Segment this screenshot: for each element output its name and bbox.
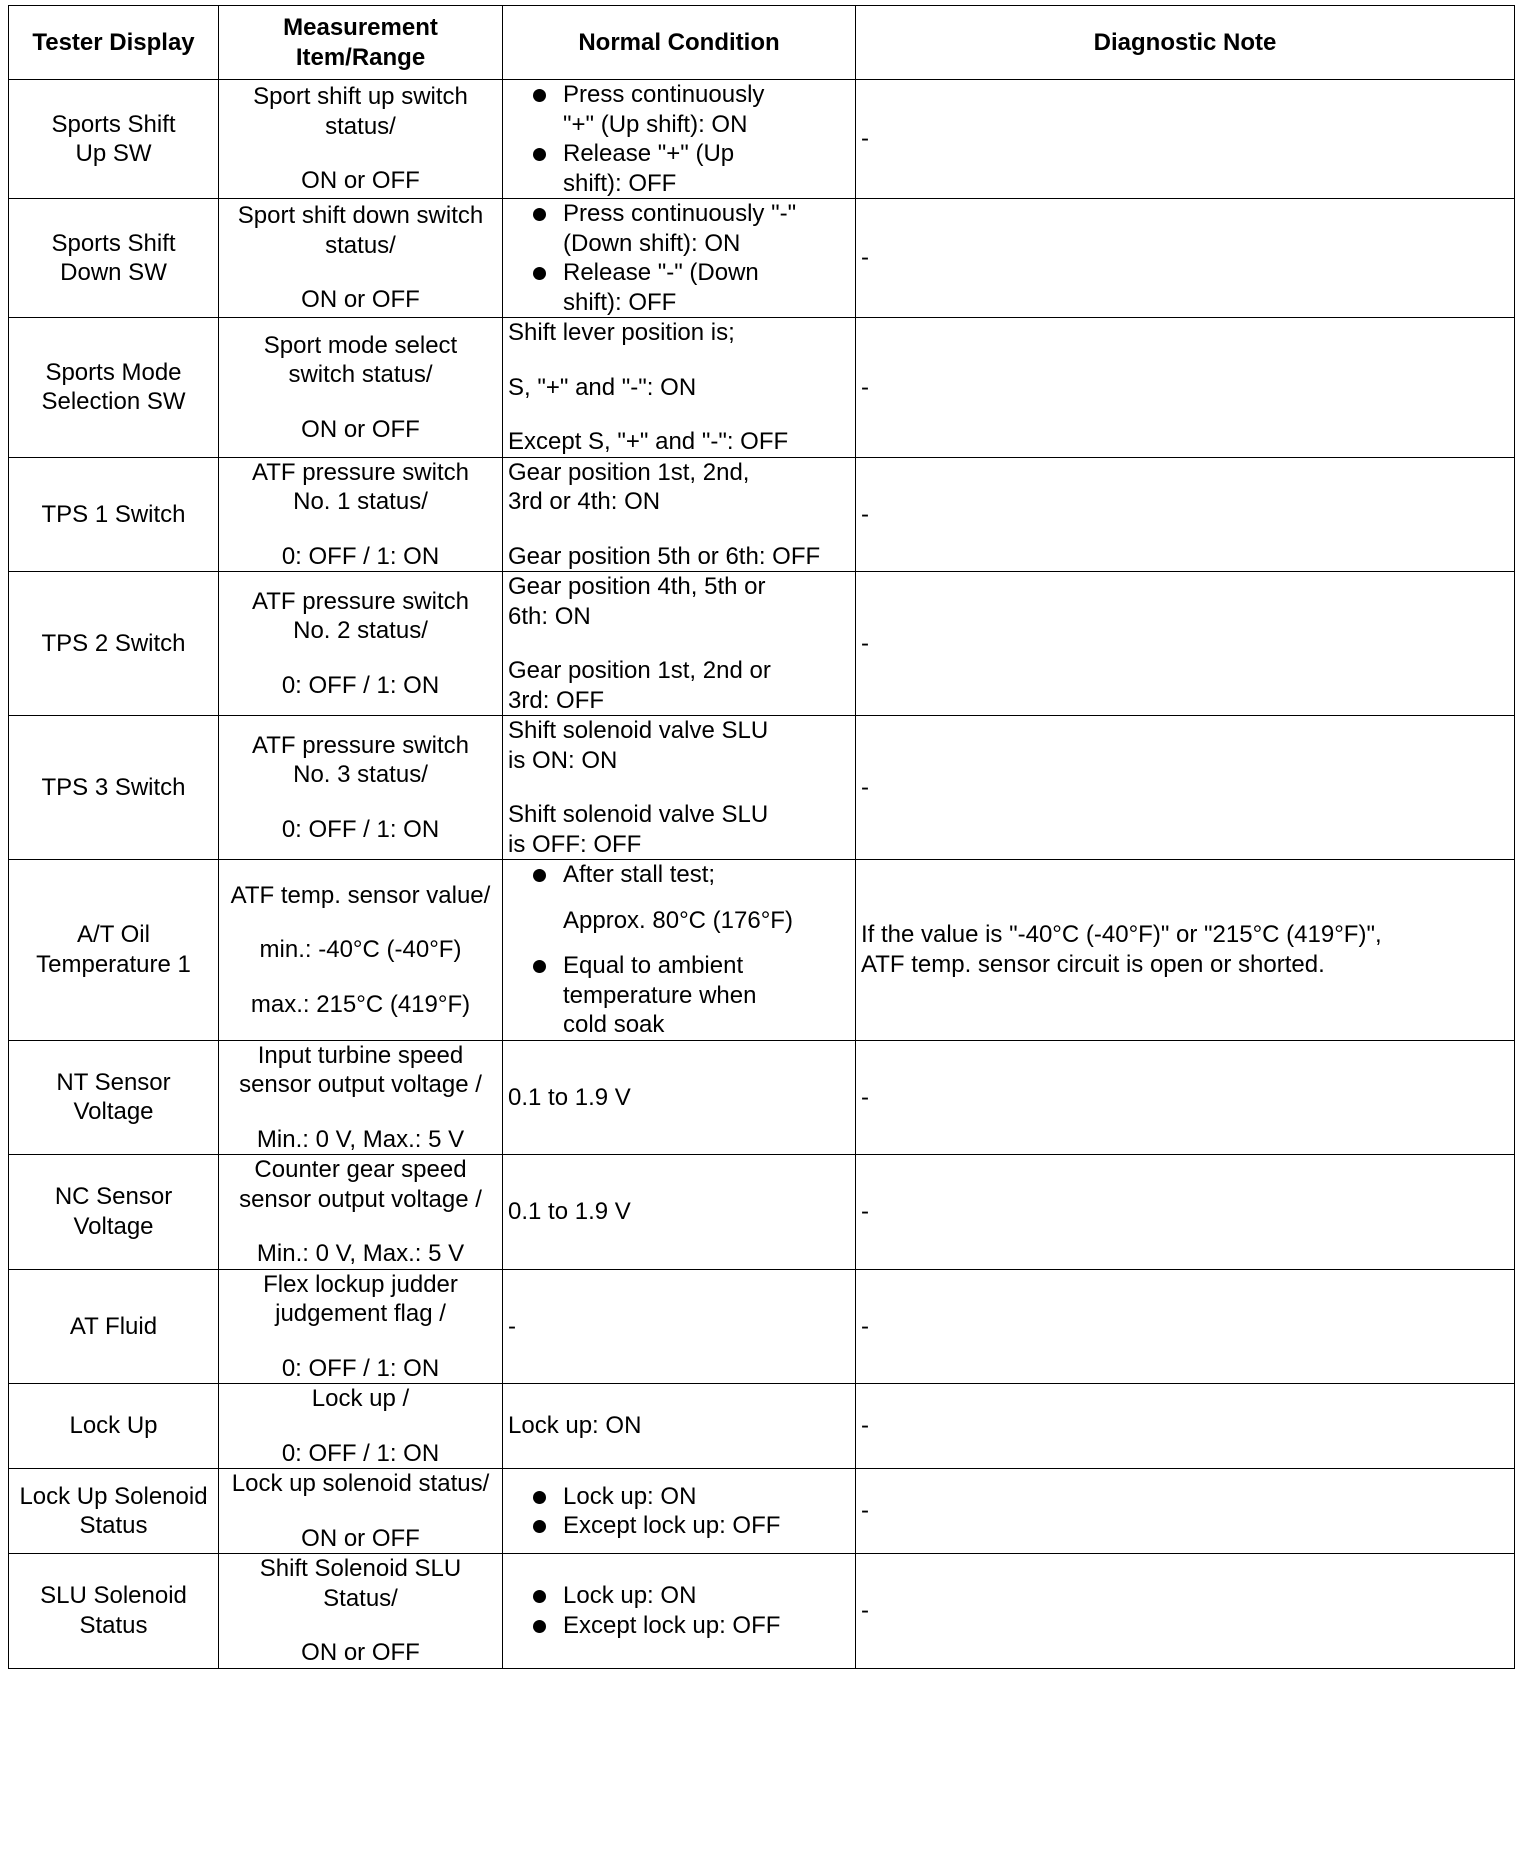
- list-item: Lock up: ON: [533, 1482, 855, 1512]
- measurement-cell: Shift Solenoid SLU Status/ ON or OFF: [219, 1554, 503, 1669]
- normal-condition-cell: [503, 1554, 856, 1669]
- diagnostic-note-cell: -: [856, 199, 1515, 318]
- normal-condition-cell: Lock up: ON: [503, 1384, 856, 1469]
- table-row: [9, 457, 1515, 572]
- diagnostic-note-cell: -: [856, 457, 1515, 572]
- tester-display-cell: Sports Mode Selection SW: [9, 318, 219, 458]
- normal-condition-cell: Shift solenoid valve SLU is ON: ON Shift solenoid valve SLU is OFF: OFF: [503, 716, 856, 860]
- table-row: [9, 1384, 1515, 1469]
- diagnostic-note-cell: -: [856, 572, 1515, 716]
- normal-condition-cell: -: [503, 1269, 856, 1384]
- document-page: [8, 5, 1515, 1669]
- measurement-cell: Sport shift down switch status/ ON or OFF: [219, 199, 503, 318]
- measurement-cell: Sport shift up switch status/ ON or OFF: [219, 80, 503, 199]
- list-item: Release "-" (Down shift): OFF: [533, 258, 803, 317]
- list-item: Press continuously "+" (Up shift): ON: [533, 80, 783, 139]
- normal-condition-cell: [503, 1469, 856, 1554]
- tester-display-cell: AT Fluid: [9, 1269, 219, 1384]
- tester-display-cell: Sports Shift Up SW: [9, 80, 219, 199]
- tester-display-cell: A/T Oil Temperature 1: [9, 860, 219, 1041]
- normal-condition-cell: Shift lever position is; S, "+" and "-": ON Except S, "+" and "-": OFF: [503, 318, 856, 458]
- list-item: Lock up: ON: [533, 1581, 855, 1611]
- table-row: [9, 318, 1515, 458]
- tester-display-cell: Lock Up: [9, 1384, 219, 1469]
- table-row: [9, 1469, 1515, 1554]
- normal-condition-cell: 0.1 to 1.9 V: [503, 1155, 856, 1270]
- list-item: Except lock up: OFF: [533, 1611, 855, 1641]
- normal-condition-cell: [503, 80, 856, 199]
- diagnostic-note-cell: -: [856, 1040, 1515, 1155]
- normal-condition-cell: Gear position 4th, 5th or 6th: ON Gear position 1st, 2nd or 3rd: OFF: [503, 572, 856, 716]
- list-item: Release "+" (Up shift): OFF: [533, 139, 783, 198]
- table-row: [9, 1040, 1515, 1155]
- header-normal-condition: Normal Condition: [503, 6, 856, 80]
- diagnostic-note-cell: If the value is "-40°C (-40°F)" or "215°C (419°F)", ATF temp. sensor circuit is open or shorted.: [856, 860, 1515, 1041]
- diagnostic-data-table: [8, 5, 1515, 1669]
- diagnostic-note-cell: -: [856, 1554, 1515, 1669]
- measurement-cell: ATF pressure switch No. 1 status/ 0: OFF / 1: ON: [219, 457, 503, 572]
- diagnostic-note-cell: -: [856, 716, 1515, 860]
- normal-condition-cell: Gear position 1st, 2nd, 3rd or 4th: ON Gear position 5th or 6th: OFF: [503, 457, 856, 572]
- tester-display-cell: TPS 3 Switch: [9, 716, 219, 860]
- measurement-cell: Flex lockup judder judgement flag / 0: OFF / 1: ON: [219, 1269, 503, 1384]
- measurement-cell: Lock up solenoid status/ ON or OFF: [219, 1469, 503, 1554]
- measurement-cell: Lock up / 0: OFF / 1: ON: [219, 1384, 503, 1469]
- diagnostic-note-cell: -: [856, 1155, 1515, 1270]
- header-measurement-item: Measurement Item/Range: [219, 6, 503, 80]
- tester-display-cell: NC Sensor Voltage: [9, 1155, 219, 1270]
- diagnostic-note-cell: -: [856, 1469, 1515, 1554]
- diagnostic-note-cell: -: [856, 1269, 1515, 1384]
- measurement-cell: Input turbine speed sensor output voltage / Min.: 0 V, Max.: 5 V: [219, 1040, 503, 1155]
- list-item: After stall test;: [533, 860, 823, 890]
- table-row: [9, 199, 1515, 318]
- table-row: [9, 572, 1515, 716]
- list-item: Except lock up: OFF: [533, 1511, 855, 1541]
- measurement-cell: Counter gear speed sensor output voltage / Min.: 0 V, Max.: 5 V: [219, 1155, 503, 1270]
- table-row: [9, 1269, 1515, 1384]
- measurement-cell: ATF pressure switch No. 3 status/ 0: OFF / 1: ON: [219, 716, 503, 860]
- tester-display-cell: SLU Solenoid Status: [9, 1554, 219, 1669]
- measurement-cell: ATF pressure switch No. 2 status/ 0: OFF / 1: ON: [219, 572, 503, 716]
- diagnostic-note-cell: -: [856, 318, 1515, 458]
- header-diagnostic-note: Diagnostic Note: [856, 6, 1515, 80]
- tester-display-cell: TPS 2 Switch: [9, 572, 219, 716]
- table-row: [9, 1155, 1515, 1270]
- table-row: [9, 80, 1515, 199]
- normal-condition-cell: After stall test; Approx. 80°C (176°F) Equal to ambient temperature when cold soak: [503, 860, 856, 1041]
- tester-display-cell: TPS 1 Switch: [9, 457, 219, 572]
- measurement-cell: ATF temp. sensor value/ min.: -40°C (-40°F) max.: 215°C (419°F): [219, 860, 503, 1041]
- header-tester-display: Tester Display: [9, 6, 219, 80]
- measurement-cell: Sport mode select switch status/ ON or OFF: [219, 318, 503, 458]
- normal-condition-cell: 0.1 to 1.9 V: [503, 1040, 856, 1155]
- table-row: [9, 860, 1515, 1041]
- diagnostic-note-cell: -: [856, 1384, 1515, 1469]
- list-item: Press continuously "-" (Down shift): ON: [533, 199, 803, 258]
- normal-condition-cell: [503, 199, 856, 318]
- tester-display-cell: NT Sensor Voltage: [9, 1040, 219, 1155]
- tester-display-cell: Sports Shift Down SW: [9, 199, 219, 318]
- tester-display-cell: Lock Up Solenoid Status: [9, 1469, 219, 1554]
- table-row: [9, 1554, 1515, 1669]
- list-item: Equal to ambient temperature when cold soak: [533, 951, 803, 1040]
- table-row: [9, 716, 1515, 860]
- diagnostic-note-cell: -: [856, 80, 1515, 199]
- table-header-row: [9, 6, 1515, 80]
